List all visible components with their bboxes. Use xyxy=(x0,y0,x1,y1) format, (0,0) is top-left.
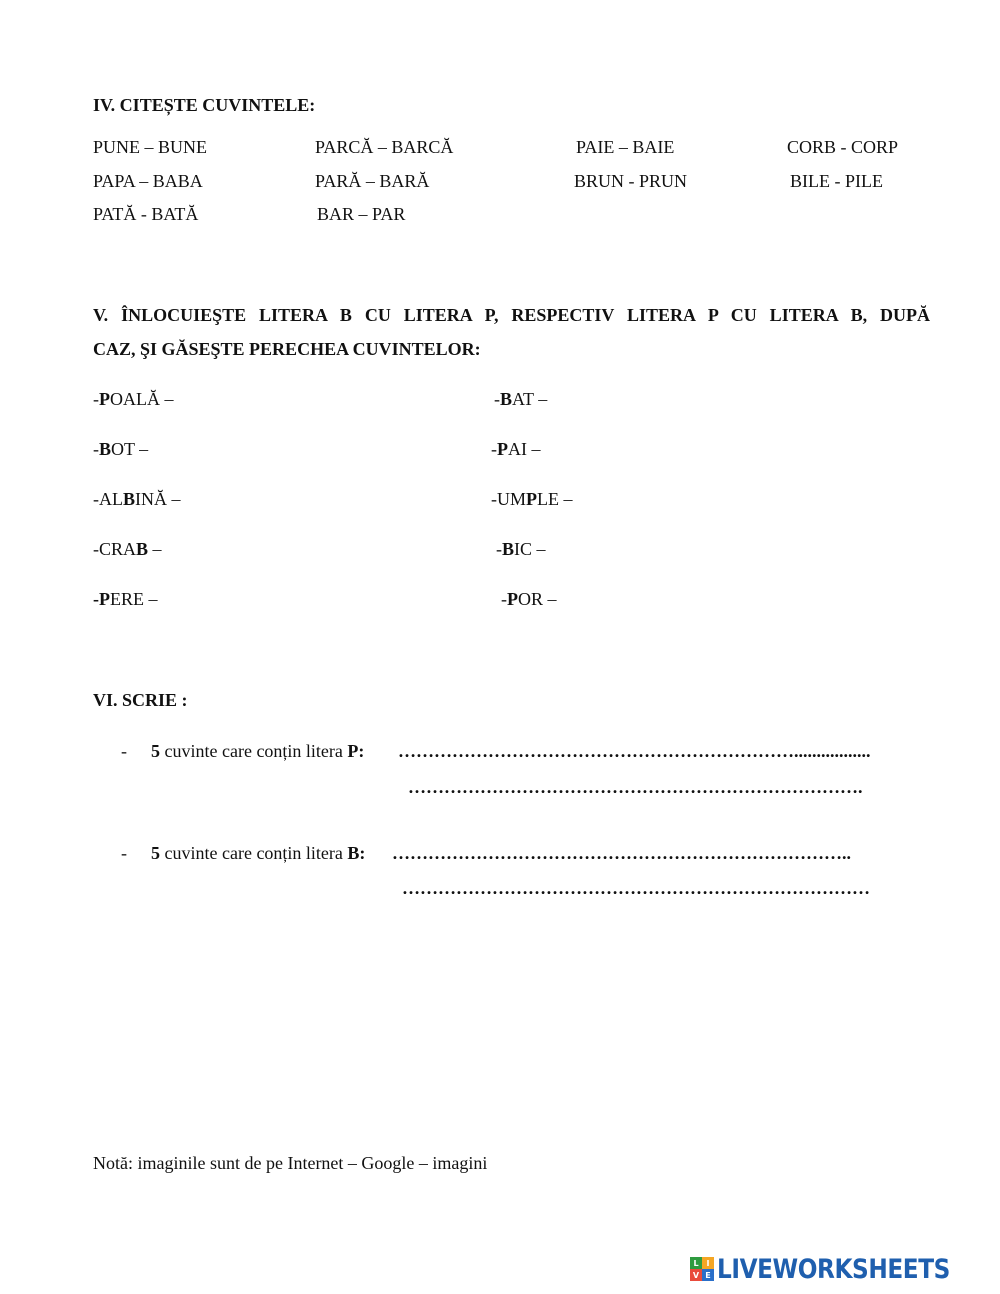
word-exercise-item xyxy=(93,588,158,610)
item-highlight-letter: -P xyxy=(93,589,110,609)
item-highlight-letter: B xyxy=(99,439,112,459)
item-prefix: - xyxy=(93,389,99,409)
item-suffix: AT – xyxy=(512,389,548,409)
item-suffix: OT – xyxy=(111,439,149,459)
answer-line[interactable]: ………………………………………………………………….. xyxy=(392,843,851,863)
item-highlight-letter: B xyxy=(502,539,515,559)
word-exercise-item xyxy=(93,538,162,560)
word-pair: BILE - PILE xyxy=(790,171,883,191)
section-5-title-line-2: CAZ, ŞI GĂSEŞTE PERECHEA CUVINTELOR: xyxy=(93,339,481,359)
item-highlight-letter: P xyxy=(526,489,537,509)
logo-text: LIVEWORKSHEETS xyxy=(717,1253,950,1285)
list-bullet: - xyxy=(121,741,127,761)
logo-letter: I xyxy=(702,1257,714,1269)
word-pair: PARĂ – BARĂ xyxy=(315,171,430,191)
item-highlight-letter: P xyxy=(507,589,518,609)
word-exercise-item xyxy=(93,388,174,410)
section-5-title-line-1: V. ÎNLOCUIEŞTE LITERA B CU LITERA P, RESPECTIV LITERA P CU LITERA B, DUPĂ xyxy=(93,305,930,325)
prompt-text: cuvinte care conțin litera xyxy=(160,741,348,761)
item-suffix: OR – xyxy=(518,589,557,609)
answer-line[interactable]: …………………………………………………………………… xyxy=(402,878,870,898)
word-exercise-item xyxy=(93,488,181,510)
item-highlight-letter: B xyxy=(136,539,149,559)
item-prefix: -AL xyxy=(93,489,123,509)
word-exercise-item xyxy=(494,388,547,410)
prompt-text: cuvinte care conțin litera xyxy=(160,843,348,863)
word-pair: PAIE – BAIE xyxy=(576,137,675,157)
item-prefix: - xyxy=(93,439,99,459)
item-prefix: - xyxy=(496,539,502,559)
word-exercise-item xyxy=(501,588,557,610)
word-pair: BRUN - PRUN xyxy=(574,171,688,191)
item-suffix: LE – xyxy=(537,489,573,509)
item-prefix: -UM xyxy=(491,489,526,509)
item-suffix: ERE – xyxy=(110,589,158,609)
liveworksheets-logo xyxy=(690,1252,988,1286)
footnote: Notă: imaginile sunt de pe Internet – Google – imagini xyxy=(93,1153,488,1173)
word-exercise-item xyxy=(93,438,148,460)
item-suffix: OALĂ – xyxy=(110,389,174,409)
write-prompt-b xyxy=(151,842,365,864)
item-suffix: INĂ – xyxy=(135,489,181,509)
logo-icon xyxy=(690,1257,714,1281)
item-prefix: -CRA xyxy=(93,539,137,559)
item-suffix: – xyxy=(148,539,162,559)
word-exercise-item xyxy=(496,538,546,560)
item-prefix: - xyxy=(491,439,497,459)
section-6-title: VI. SCRIE : xyxy=(93,690,188,710)
item-suffix: AI – xyxy=(508,439,541,459)
section-4-title: IV. CITEȘTE CUVINTELE: xyxy=(93,95,316,115)
word-count: 5 xyxy=(151,843,160,863)
word-pair: PUNE – BUNE xyxy=(93,137,208,157)
word-pair: PARCĂ – BARCĂ xyxy=(315,137,454,157)
logo-letter: L xyxy=(690,1257,702,1269)
write-prompt-p xyxy=(151,740,364,762)
logo-letter: V xyxy=(690,1269,702,1281)
logo-letter: E xyxy=(702,1269,714,1281)
word-exercise-item xyxy=(491,488,573,510)
prompt-letter: B: xyxy=(347,843,366,863)
item-highlight-letter: P xyxy=(99,389,110,409)
prompt-letter: P: xyxy=(347,741,365,761)
item-highlight-letter: P xyxy=(497,439,508,459)
word-pair: CORB - CORP xyxy=(787,137,899,157)
answer-line[interactable]: …………………………………………………………………. xyxy=(408,777,863,797)
item-suffix: IC – xyxy=(514,539,546,559)
answer-line[interactable]: …………………………………………………………................. xyxy=(398,741,871,761)
item-highlight-letter: B xyxy=(500,389,513,409)
item-prefix: - xyxy=(501,589,507,609)
word-pair: PATĂ - BATĂ xyxy=(93,204,199,224)
word-pair: PAPA – BABA xyxy=(93,171,203,191)
list-bullet: - xyxy=(121,843,127,863)
item-prefix: - xyxy=(494,389,500,409)
word-count: 5 xyxy=(151,741,160,761)
item-highlight-letter: B xyxy=(123,489,136,509)
word-pair: BAR – PAR xyxy=(317,204,406,224)
word-exercise-item xyxy=(491,438,541,460)
